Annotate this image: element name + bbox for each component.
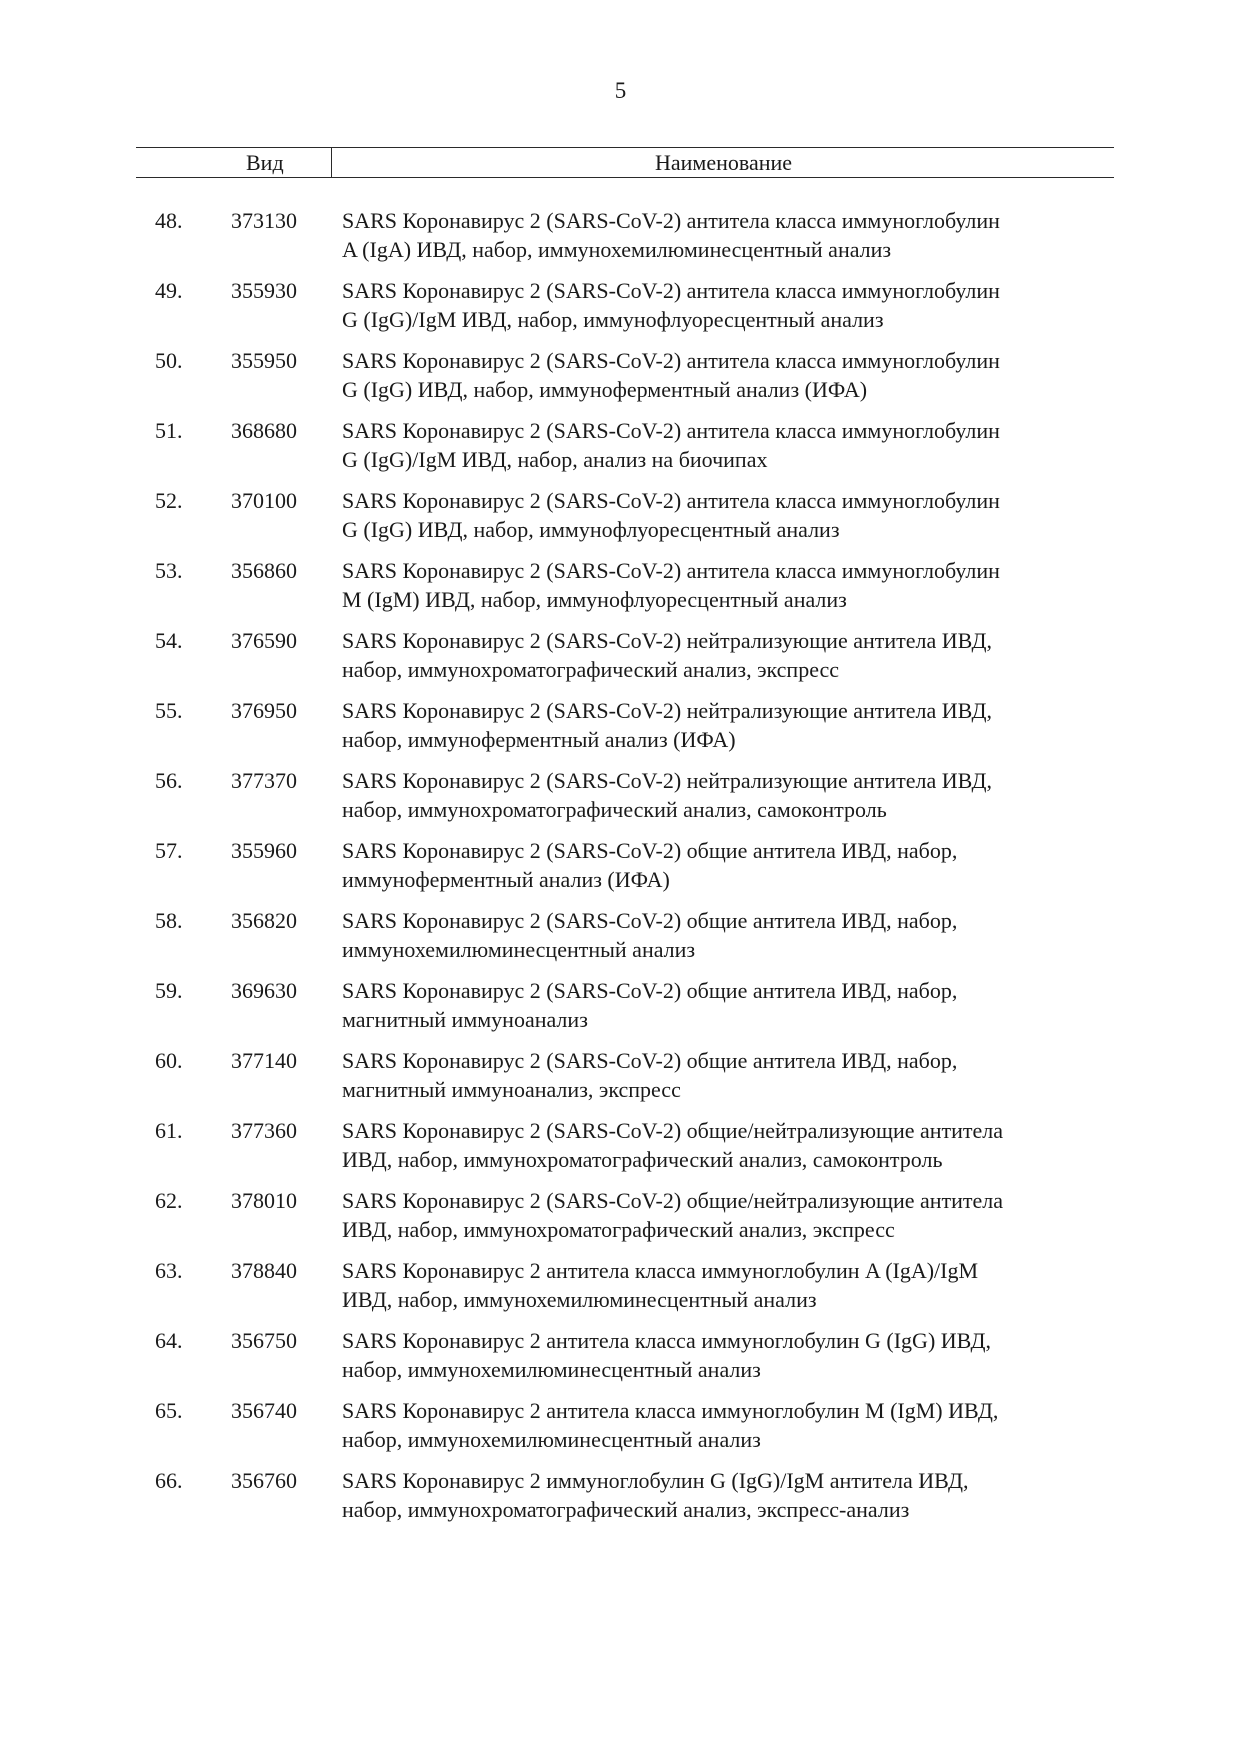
row-number: 54. — [155, 628, 183, 653]
row-name-line: иммуноферментный анализ (ИФА) — [342, 867, 670, 892]
table-body — [136, 206, 1114, 1536]
row-code: 378010 — [231, 1188, 297, 1213]
row-name-line: SARS Коронавирус 2 (SARS-CoV-2) общие антитела ИВД, набор, — [342, 1048, 958, 1073]
row-name-line: набор, иммуноферментный анализ (ИФА) — [342, 727, 736, 752]
row-number: 66. — [155, 1468, 183, 1493]
row-name-line: SARS Коронавирус 2 (SARS-CoV-2) общие антитела ИВД, набор, — [342, 908, 958, 933]
row-name-line: SARS Коронавирус 2 (SARS-CoV-2) общие антитела ИВД, набор, — [342, 978, 958, 1003]
header-name-label: Наименование — [654, 150, 793, 175]
row-name-line: набор, иммунохроматографический анализ, экспресс-анализ — [342, 1497, 910, 1522]
row-code: 373130 — [231, 208, 297, 233]
header-vid-label: Вид — [246, 150, 284, 175]
row-name-line: набор, иммунохемилюминесцентный анализ — [342, 1427, 761, 1452]
page-number: 5 — [614, 78, 627, 103]
row-code: 377140 — [231, 1048, 297, 1073]
row-name-line: магнитный иммуноанализ, экспресс — [342, 1077, 681, 1102]
row-number: 51. — [155, 418, 183, 443]
row-name-line: SARS Коронавирус 2 антитела класса иммуноглобулин G (IgG) ИВД, — [342, 1328, 991, 1353]
row-name-line: набор, иммунохроматографический анализ, самоконтроль — [342, 797, 887, 822]
row-name — [342, 206, 1117, 264]
row-code: 356760 — [231, 1468, 297, 1493]
row-name — [342, 1256, 1117, 1314]
row-number: 55. — [155, 698, 183, 723]
row-name — [342, 906, 1117, 964]
row-number: 53. — [155, 558, 183, 583]
table-row — [136, 836, 1114, 906]
row-name — [342, 766, 1117, 824]
row-number: 56. — [155, 768, 183, 793]
row-name-line: SARS Коронавирус 2 (SARS-CoV-2) антитела класса иммуноглобулин — [342, 418, 1000, 443]
row-number: 63. — [155, 1258, 183, 1283]
row-code: 356750 — [231, 1328, 297, 1353]
row-code: 369630 — [231, 978, 297, 1003]
table-row — [136, 906, 1114, 976]
row-code: 356820 — [231, 908, 297, 933]
row-name-line: M (IgM) ИВД, набор, иммунофлуоресцентный анализ — [342, 587, 847, 612]
row-name — [342, 626, 1117, 684]
row-name-line: G (IgG) ИВД, набор, иммунофлуоресцентный анализ — [342, 517, 840, 542]
row-number: 59. — [155, 978, 183, 1003]
row-name-line: иммунохемилюминесцентный анализ — [342, 937, 696, 962]
table-row — [136, 1326, 1114, 1396]
table-row — [136, 1186, 1114, 1256]
row-name — [342, 416, 1117, 474]
row-number: 64. — [155, 1328, 183, 1353]
table-row — [136, 556, 1114, 626]
table-row — [136, 276, 1114, 346]
row-code: 376590 — [231, 628, 297, 653]
row-name-line: SARS Коронавирус 2 (SARS-CoV-2) антитела класса иммуноглобулин — [342, 278, 1000, 303]
row-name-line: G (IgG) ИВД, набор, иммуноферментный анализ (ИФА) — [342, 377, 868, 402]
row-name-line: SARS Коронавирус 2 (SARS-CoV-2) антитела класса иммуноглобулин — [342, 348, 1000, 373]
row-name-line: SARS Коронавирус 2 (SARS-CoV-2) антитела класса иммуноглобулин — [342, 488, 1000, 513]
row-number: 58. — [155, 908, 183, 933]
row-name-line: набор, иммунохемилюминесцентный анализ — [342, 1357, 761, 1382]
row-number: 50. — [155, 348, 183, 373]
row-number: 57. — [155, 838, 183, 863]
row-name — [342, 486, 1117, 544]
row-name — [342, 1046, 1117, 1104]
table-row — [136, 976, 1114, 1046]
row-name — [342, 976, 1117, 1034]
row-number: 52. — [155, 488, 183, 513]
row-name-line: ИВД, набор, иммунохемилюминесцентный анализ — [342, 1287, 817, 1312]
row-name — [342, 276, 1117, 334]
table-row — [136, 346, 1114, 416]
header-vid-cell — [136, 148, 332, 177]
row-number: 65. — [155, 1398, 183, 1423]
row-name-line: SARS Коронавирус 2 (SARS-CoV-2) общие/нейтрализующие антитела — [342, 1188, 1004, 1213]
table-row — [136, 626, 1114, 696]
table-row — [136, 696, 1114, 766]
row-code: 377360 — [231, 1118, 297, 1143]
row-name-line: SARS Коронавирус 2 (SARS-CoV-2) общие антитела ИВД, набор, — [342, 838, 958, 863]
row-name-line: SARS Коронавирус 2 (SARS-CoV-2) нейтрализующие антитела ИВД, — [342, 768, 992, 793]
row-name-line: SARS Коронавирус 2 иммуноглобулин G (IgG)/IgM антитела ИВД, — [342, 1468, 969, 1493]
table-row — [136, 1466, 1114, 1536]
row-name — [342, 1186, 1117, 1244]
table-row — [136, 416, 1114, 486]
table-row — [136, 1116, 1114, 1186]
row-name-line: SARS Коронавирус 2 (SARS-CoV-2) нейтрализующие антитела ИВД, — [342, 698, 992, 723]
row-code: 355950 — [231, 348, 297, 373]
table-row — [136, 206, 1114, 276]
row-code: 355960 — [231, 838, 297, 863]
row-name-line: магнитный иммуноанализ — [342, 1007, 588, 1032]
row-code: 378840 — [231, 1258, 297, 1283]
row-code: 368680 — [231, 418, 297, 443]
row-name — [342, 1116, 1117, 1174]
row-number: 61. — [155, 1118, 183, 1143]
row-number: 62. — [155, 1188, 183, 1213]
row-name-line: SARS Коронавирус 2 (SARS-CoV-2) общие/нейтрализующие антитела — [342, 1118, 1004, 1143]
table-row — [136, 486, 1114, 556]
row-name-line: G (IgG)/IgM ИВД, набор, анализ на биочипах — [342, 447, 768, 472]
row-name-line: ИВД, набор, иммунохроматографический анализ, самоконтроль — [342, 1147, 943, 1172]
table-row — [136, 766, 1114, 836]
row-name — [342, 1326, 1117, 1384]
row-name-line: набор, иммунохроматографический анализ, экспресс — [342, 657, 840, 682]
row-code: 356740 — [231, 1398, 297, 1423]
row-code: 355930 — [231, 278, 297, 303]
row-name-line: SARS Коронавирус 2 антитела класса иммуноглобулин M (IgM) ИВД, — [342, 1398, 999, 1423]
table-header — [136, 147, 1114, 178]
row-name-line: A (IgA) ИВД, набор, иммунохемилюминесцентный анализ — [342, 237, 892, 262]
row-code: 377370 — [231, 768, 297, 793]
row-name — [342, 346, 1117, 404]
row-code: 356860 — [231, 558, 297, 583]
row-number: 60. — [155, 1048, 183, 1073]
table-row — [136, 1046, 1114, 1116]
row-code: 370100 — [231, 488, 297, 513]
row-name-line: SARS Коронавирус 2 (SARS-CoV-2) антитела класса иммуноглобулин — [342, 208, 1000, 233]
row-name — [342, 1466, 1117, 1524]
row-number: 49. — [155, 278, 183, 303]
row-name — [342, 1396, 1117, 1454]
table-row — [136, 1396, 1114, 1466]
row-name — [342, 836, 1117, 894]
table-row — [136, 1256, 1114, 1326]
row-name — [342, 556, 1117, 614]
row-code: 376950 — [231, 698, 297, 723]
row-name-line: SARS Коронавирус 2 антитела класса иммуноглобулин A (IgA)/IgM — [342, 1258, 979, 1283]
row-name — [342, 696, 1117, 754]
row-name-line: SARS Коронавирус 2 (SARS-CoV-2) антитела класса иммуноглобулин — [342, 558, 1000, 583]
row-name-line: G (IgG)/IgM ИВД, набор, иммунофлуоресцентный анализ — [342, 307, 884, 332]
row-number: 48. — [155, 208, 183, 233]
row-name-line: SARS Коронавирус 2 (SARS-CoV-2) нейтрализующие антитела ИВД, — [342, 628, 992, 653]
row-name-line: ИВД, набор, иммунохроматографический анализ, экспресс — [342, 1217, 895, 1242]
